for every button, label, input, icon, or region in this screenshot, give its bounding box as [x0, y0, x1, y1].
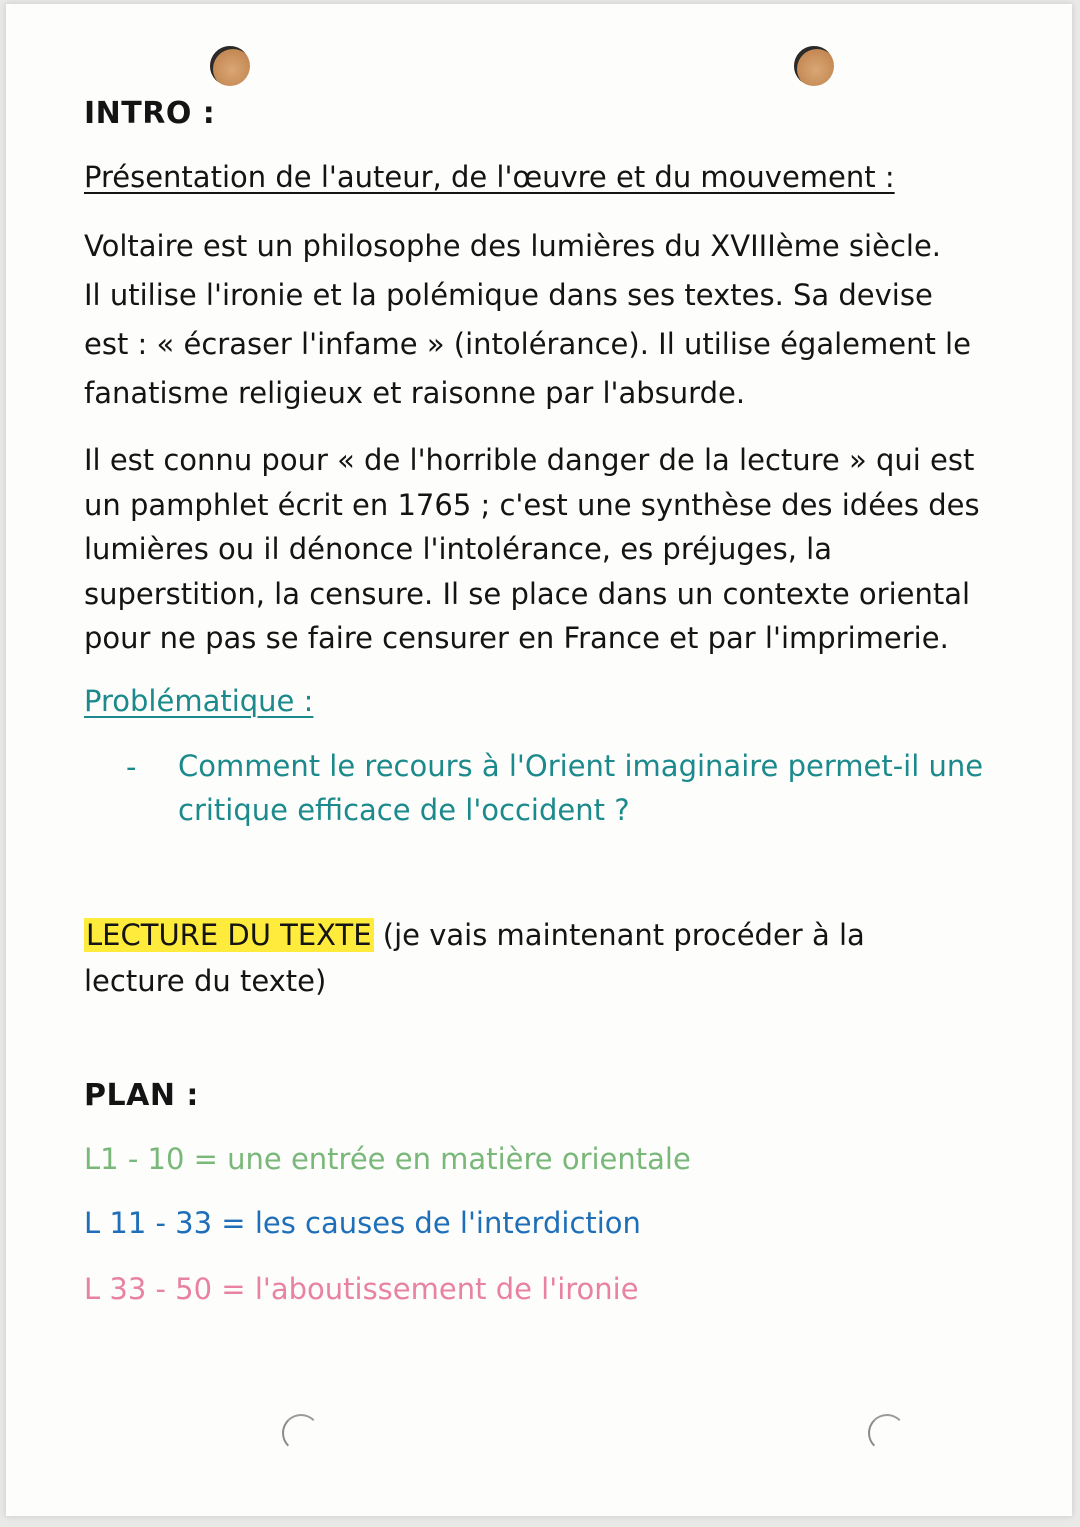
punch-hole-bottom-right — [868, 1414, 906, 1452]
intro-title: INTRO : — [84, 96, 216, 131]
lecture-note: (je vais maintenant procéder à la — [373, 918, 865, 952]
problematique-question — [178, 744, 983, 832]
lecture-highlight: LECTURE DU TEXTE — [86, 918, 372, 952]
paragraph-line: pour ne pas se faire censurer en France et par l'imprimerie. — [84, 621, 949, 655]
paragraph-line: Il est connu pour « de l'horrible danger de la lecture » qui est — [84, 443, 975, 477]
paragraph-author — [84, 222, 971, 418]
lecture-note-line2: lecture du texte) — [84, 964, 327, 998]
lecture-section — [84, 912, 865, 1004]
plan-item-3: L 33 - 50 = l'aboutissement de l'ironie — [84, 1272, 639, 1306]
paragraph-line: un pamphlet écrit en 1765 ; c'est une synthèse des idées des — [84, 487, 980, 522]
question-line: Comment le recours à l'Orient imaginaire permet-il une — [178, 749, 984, 783]
paragraph-line: fanatisme religieux et raisonne par l'absurde. — [84, 376, 746, 410]
presentation-heading: Présentation de l'auteur, de l'œuvre et du mouvement : — [84, 160, 895, 194]
paragraph-line: Il utilise l'ironie et la polémique dans ses textes. Sa devise — [84, 278, 933, 312]
question-line: critique efficace de l'occident ? — [178, 793, 630, 827]
paragraph-work — [84, 438, 980, 661]
plan-title: PLAN : — [84, 1078, 199, 1113]
plan-item-1: L1 - 10 = une entrée en matière orientale — [84, 1142, 691, 1176]
punch-hole-bottom-left — [282, 1414, 320, 1452]
plan-item-2: L 11 - 33 = les causes de l'interdiction — [84, 1206, 641, 1240]
punch-hole-top-left — [210, 46, 250, 86]
notebook-page — [6, 4, 1072, 1516]
paragraph-line: Voltaire est un philosophe des lumières du XVIIIème siècle. — [84, 229, 942, 263]
problematique-bullet: - — [126, 750, 137, 784]
paragraph-line: lumières ou il dénonce l'intolérance, es préjuges, la — [84, 532, 833, 566]
punch-hole-top-right — [794, 46, 834, 86]
paragraph-line: superstition, la censure. Il se place dans un contexte oriental — [84, 576, 971, 611]
problematique-heading: Problématique : — [84, 684, 314, 718]
paragraph-line: est : « écraser l'infame » (intolérance). Il utilise également le — [84, 327, 971, 361]
